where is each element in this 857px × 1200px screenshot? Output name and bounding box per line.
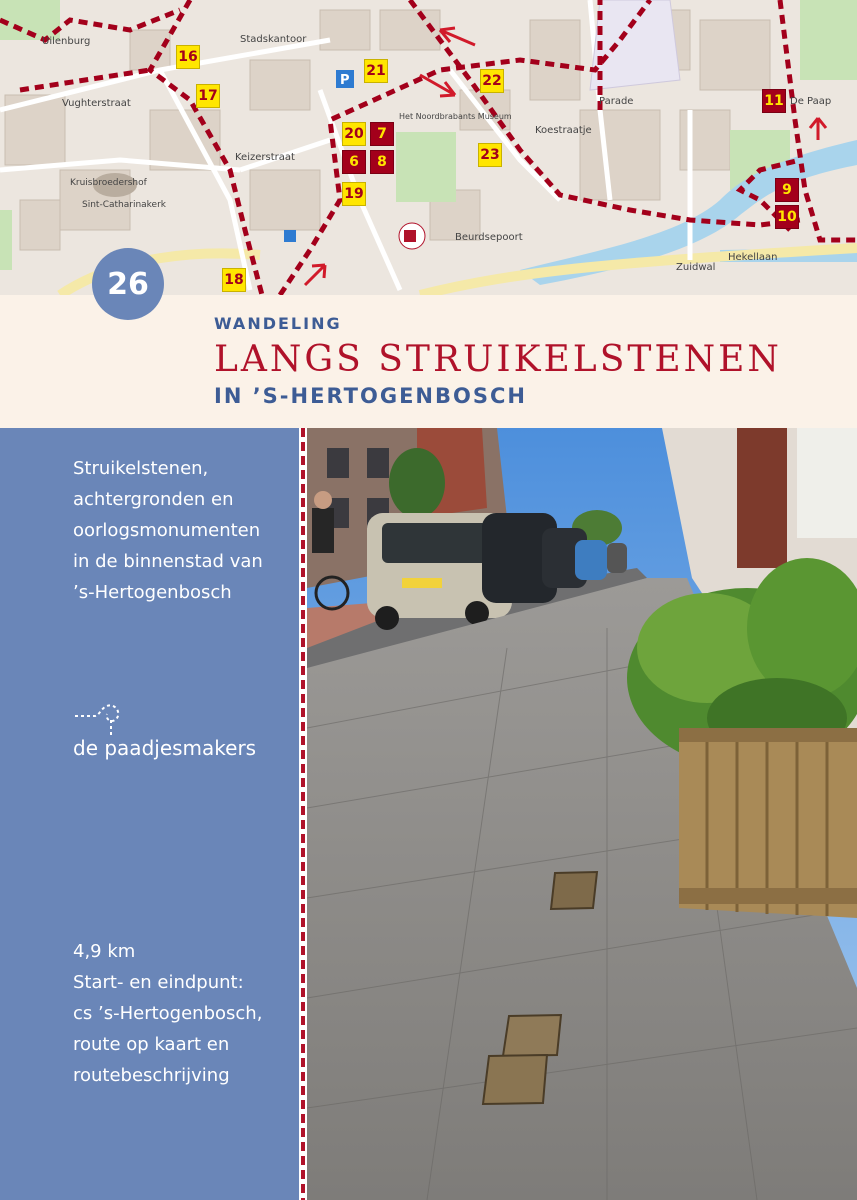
street-label: De Paap	[790, 96, 832, 107]
street-label: Koestraatje	[535, 125, 592, 136]
info-panel	[0, 428, 301, 1200]
page-title: LANGS STRUIKELSTENEN	[214, 339, 782, 380]
intro-line: Struikelstenen,	[73, 458, 209, 479]
cover-photo	[307, 428, 857, 1200]
street-label: Stadskantoor	[240, 34, 307, 45]
street-label: Sint-Catharinakerk	[82, 200, 167, 210]
kicker-label: WANDELING	[214, 314, 342, 333]
map-marker: 20	[342, 122, 366, 146]
intro-line: in de binnenstad van	[73, 551, 263, 572]
street-label: Parade	[599, 96, 634, 107]
intro-line: achtergronden en	[73, 489, 234, 510]
route-details	[73, 936, 262, 1091]
map-marker: 10	[775, 205, 799, 229]
street-label: Het Noordbrabants Museum	[399, 112, 512, 121]
map-marker: 11	[762, 89, 786, 113]
page-subtitle: IN ’S-HERTOGENBOSCH	[214, 384, 527, 408]
map-marker: 8	[370, 150, 394, 174]
route-number-badge: 26	[92, 248, 164, 320]
svg-text:P: P	[340, 73, 350, 88]
map-marker: 19	[342, 182, 366, 206]
detail-line: Start- en eindpunt:	[73, 972, 244, 993]
map-marker: 23	[478, 143, 502, 167]
publisher-name: de paadjesmakers	[73, 736, 257, 760]
map-marker: 7	[370, 122, 394, 146]
street-photo	[307, 428, 857, 1200]
street-label: Zuidwal	[676, 262, 716, 273]
detail-line: cs ’s-Hertogenbosch,	[73, 1003, 263, 1024]
intro-text	[73, 453, 263, 608]
intro-line: ’s-Hertogenbosch	[73, 582, 232, 603]
logo-path-icon	[73, 698, 143, 738]
dashed-route-divider	[299, 428, 307, 1200]
street-label: Beurdsepoort	[455, 232, 523, 243]
map-marker: 17	[196, 84, 220, 108]
detail-line: route op kaart en	[73, 1034, 230, 1055]
detail-line: 4,9 km	[73, 941, 136, 962]
street-label: Hekellaan	[728, 252, 778, 263]
street-label: Kruisbroedershof	[70, 178, 147, 188]
street-label: Keizerstraat	[235, 152, 295, 163]
map-marker: 22	[480, 69, 504, 93]
detail-line: routebeschrijving	[73, 1065, 230, 1086]
map-marker: 18	[222, 268, 246, 292]
map-marker: 16	[176, 45, 200, 69]
map-marker: 9	[775, 178, 799, 202]
street-label: Vughterstraat	[62, 98, 131, 109]
map-marker: 6	[342, 150, 366, 174]
intro-line: oorlogsmonumenten	[73, 520, 261, 541]
street-label: Uilenburg	[42, 36, 91, 47]
map-marker: 21	[364, 59, 388, 83]
publisher-logo	[73, 698, 257, 760]
